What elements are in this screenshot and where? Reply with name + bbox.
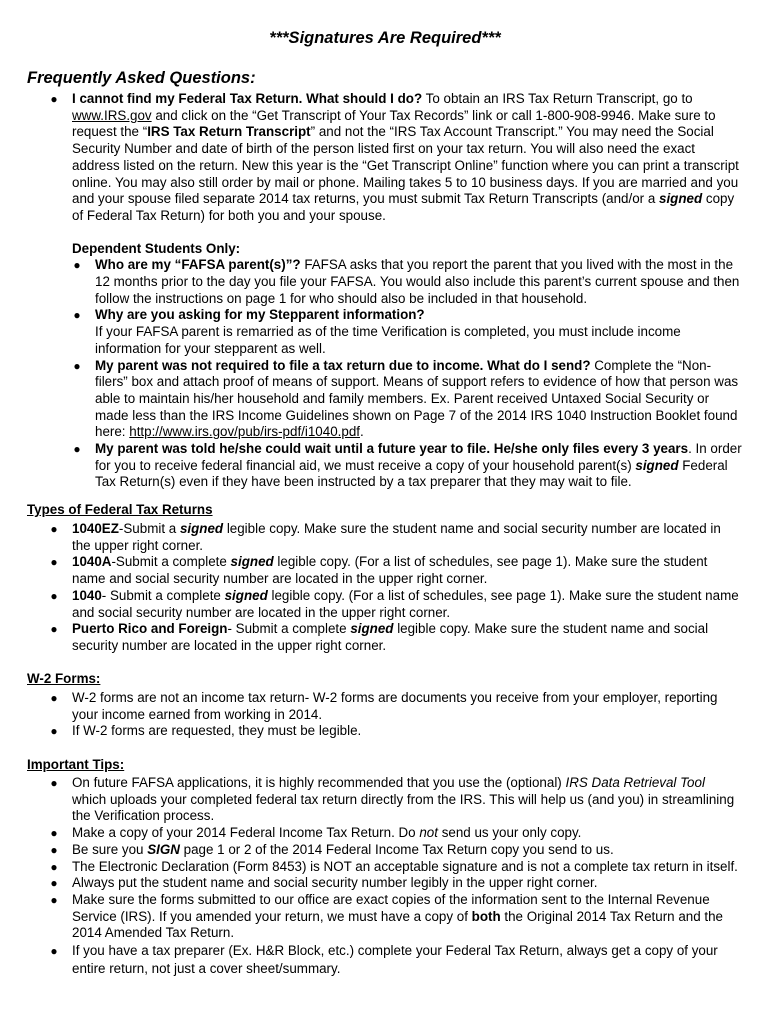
tax-form-name: 1040 (72, 587, 102, 603)
faq-bold-text: IRS Tax Return Transcript (147, 124, 311, 140)
signed-emphasis: signed (179, 521, 224, 536)
bullet-icon: ● (50, 859, 58, 874)
tip-text: Make sure the forms submitted to our office are exact copies of the information sent to the Internal Revenue Service (IRS). If you amended your return, we must have a copy of (72, 891, 710, 924)
w2-text: If W-2 forms are requested, they must be legible. (72, 723, 362, 739)
faq-text: To obtain an IRS Tax Return Transcript, go to (422, 91, 693, 106)
tips-heading: Important Tips: (27, 757, 125, 772)
faq-question: I cannot find my Federal Tax Return. What should I do? (72, 91, 423, 106)
dependent-answer: Complete the “Non-filers” box and attach proof of means of support. Means of support refers to evidence of how that person was able to maintain his/her household and family members. Ex. Parent received Untaxed Social Security or made less than the IRS Income Guidelines shown on Page 7 of the 2014 IRS 1040 Instruction Booklet found here: (95, 357, 739, 440)
dependent-question: My parent was not required to file a tax return due to income. What do I send? (95, 357, 591, 373)
faq-heading: Frequently Asked Questions: (27, 69, 256, 87)
tip-text: Always put the student name and social security number legibly in the upper right corner. (72, 875, 598, 891)
irs-instructions-link[interactable]: http://www.irs.gov/pub/irs-pdf/i1040.pdf (129, 424, 360, 440)
tip-text: the Original 2014 Tax Return and the 2014 Amended Tax Return. (72, 908, 724, 941)
tip-item (0, 942, 770, 978)
dependent-students-heading: Dependent Students Only: (72, 240, 241, 256)
tax-form-text: -Submit a (118, 521, 180, 536)
tax-return-type-item (0, 621, 770, 654)
tax-form-text: legible copy. Make sure the student name and social security number are located in the upper right corner. (72, 521, 721, 553)
tip-text: Be sure you (72, 841, 148, 857)
tip-text: If you have a tax preparer (Ex. H&R Block, etc.) complete your Federal Tax Return, always get a copy of your entire return, not just a cover sheet/summary. (72, 943, 718, 977)
tax-form-name: 1040A (72, 554, 112, 570)
tax-form-name: Puerto Rico and Foreign (72, 621, 228, 637)
tip-text: Make a copy of your 2014 Federal Income Tax Return. Do (72, 825, 420, 841)
tip-item (0, 875, 770, 892)
tip-text: which uploads your completed federal tax return directly from the IRS. This will help us (and you) in streamlining the Verification process. (72, 791, 735, 824)
bullet-icon: ● (50, 826, 58, 841)
tip-bold: both (471, 908, 501, 924)
tax-form-text: legible copy. (For a list of schedules, see page 1). Make sure the student name and social security number are located in the upper right corner. (72, 554, 708, 587)
dependent-answer: . In order for you to receive federal financial aid, we must receive a copy of your household parent(s) (95, 441, 742, 473)
w2-section (0, 690, 770, 740)
tax-form-text: - Submit a complete (101, 587, 225, 603)
faq-text: and click on the “Get Transcript of Your Tax Records” link or call 1-800-908-9946. Make sure to request the “ (72, 107, 716, 140)
bullet-icon: ● (50, 622, 58, 637)
dependent-question: Why are you asking for my Stepparent information? (95, 307, 425, 323)
bullet-icon: ● (73, 308, 81, 323)
bullet-icon: ● (50, 724, 58, 739)
tip-item (0, 825, 770, 842)
signed-emphasis: signed (224, 587, 268, 603)
w2-text: W-2 forms are not an income tax return- W-2 forms are documents you receive from your employer, reporting your income earned from working in 2014. (72, 690, 718, 722)
dependent-item (0, 307, 770, 357)
w2-heading: W-2 Forms: (27, 671, 101, 686)
tip-text: send us your only copy. (437, 825, 582, 841)
bullet-icon: ● (50, 776, 58, 790)
bullet-icon: ● (50, 555, 58, 570)
tip-italic: IRS Data Retrieval Tool (565, 775, 705, 790)
tip-text: On future FAFSA applications, it is highly recommended that you use the (optional) (72, 775, 566, 790)
tip-item (0, 859, 770, 876)
dependent-answer: FAFSA asks that you report the parent that you lived with the most in the 12 months prior to the day you file your FAFSA. You would also include this parent’s current spouse and then follow the instructions on page 1 for who should also be included in that household. (95, 257, 740, 306)
w2-item (0, 723, 770, 740)
dependent-question: My parent was told he/she could wait until a future year to file. He/she only files every 3 years (95, 441, 689, 457)
tip-text: page 1 or 2 of the 2014 Federal Income Tax Return copy you send to us. (179, 841, 614, 857)
faq-text: copy of Federal Tax Return) for both you and your spouse. (72, 191, 735, 223)
tax-return-type-item (0, 554, 770, 587)
dependent-answer-end: Federal Tax Return(s) even if they have been instructed by a tax preparer that they may wait to file. (95, 457, 728, 490)
dependent-answer-end: . (359, 424, 364, 440)
w2-item (0, 690, 770, 723)
bullet-icon: ● (73, 358, 81, 373)
bullet-icon: ● (50, 892, 58, 907)
sign-emphasis: SIGN (147, 841, 180, 857)
page-title: ***Signatures Are Required*** (269, 29, 501, 47)
tax-return-type-item (0, 521, 770, 554)
bullet-icon: ● (50, 876, 58, 891)
tip-item (0, 892, 770, 942)
bullet-icon: ● (50, 842, 58, 857)
types-heading: Types of Federal Tax Returns (27, 502, 213, 517)
dependent-item (0, 441, 770, 491)
bullet-icon: ● (73, 258, 81, 273)
tip-item (0, 775, 770, 825)
dependent-question: Who are my “FAFSA parent(s)”? (95, 257, 301, 273)
faq-text: ” and not the “IRS Tax Account Transcript.” You may need the Social Security Number and date of birth of the person listed first on your tax return. You will also need the exact address listed on the return. New this year is the “Get Transcript Online” function where you can print a transcript online. You may also still order by mail or phone. Mailing takes 5 to 10 business days. If you are married and you and your spouse filed separate 2014 tax returns, you must submit Tax Return Transcripts (and/or a (72, 124, 739, 207)
signed-emphasis: signed (635, 457, 679, 473)
bullet-icon: ● (50, 588, 58, 603)
bullet-icon: ● (50, 522, 58, 536)
bullet-icon: ● (50, 944, 58, 959)
signed-emphasis: signed (350, 621, 394, 637)
types-section (0, 521, 770, 655)
tip-italic: not (419, 825, 438, 841)
dependent-item (0, 257, 770, 307)
tax-form-text: - Submit a complete (227, 621, 351, 637)
bullet-icon: ● (73, 442, 81, 457)
bullet-icon: ● (50, 691, 58, 705)
tax-return-type-item (0, 588, 770, 621)
tip-item (0, 842, 770, 859)
signed-emphasis: signed (230, 554, 274, 570)
irs-gov-link[interactable]: www.IRS.gov (72, 107, 152, 123)
tips-section (0, 775, 770, 978)
tax-form-text: legible copy. Make sure the student name and social security number are located in the upper right corner. (72, 621, 709, 653)
tax-form-text: legible copy. (For a list of schedules, see page 1). Make sure the student name and social security number are located in the upper right corner. (72, 587, 739, 620)
faq-item-transcript (0, 91, 770, 225)
tax-form-name: 1040EZ (72, 521, 119, 536)
bullet-icon: ● (50, 92, 58, 106)
faq-section (0, 91, 770, 491)
dependent-answer: If your FAFSA parent is remarried as of the time Verification is completed, you must include income information for your stepparent as well. (95, 324, 681, 356)
tip-text: The Electronic Declaration (Form 8453) is NOT an acceptable signature and is not a complete tax return in itself. (72, 858, 738, 874)
dependent-item (0, 358, 770, 442)
signed-emphasis: signed (659, 191, 703, 207)
tax-form-text: -Submit a complete (111, 554, 231, 570)
